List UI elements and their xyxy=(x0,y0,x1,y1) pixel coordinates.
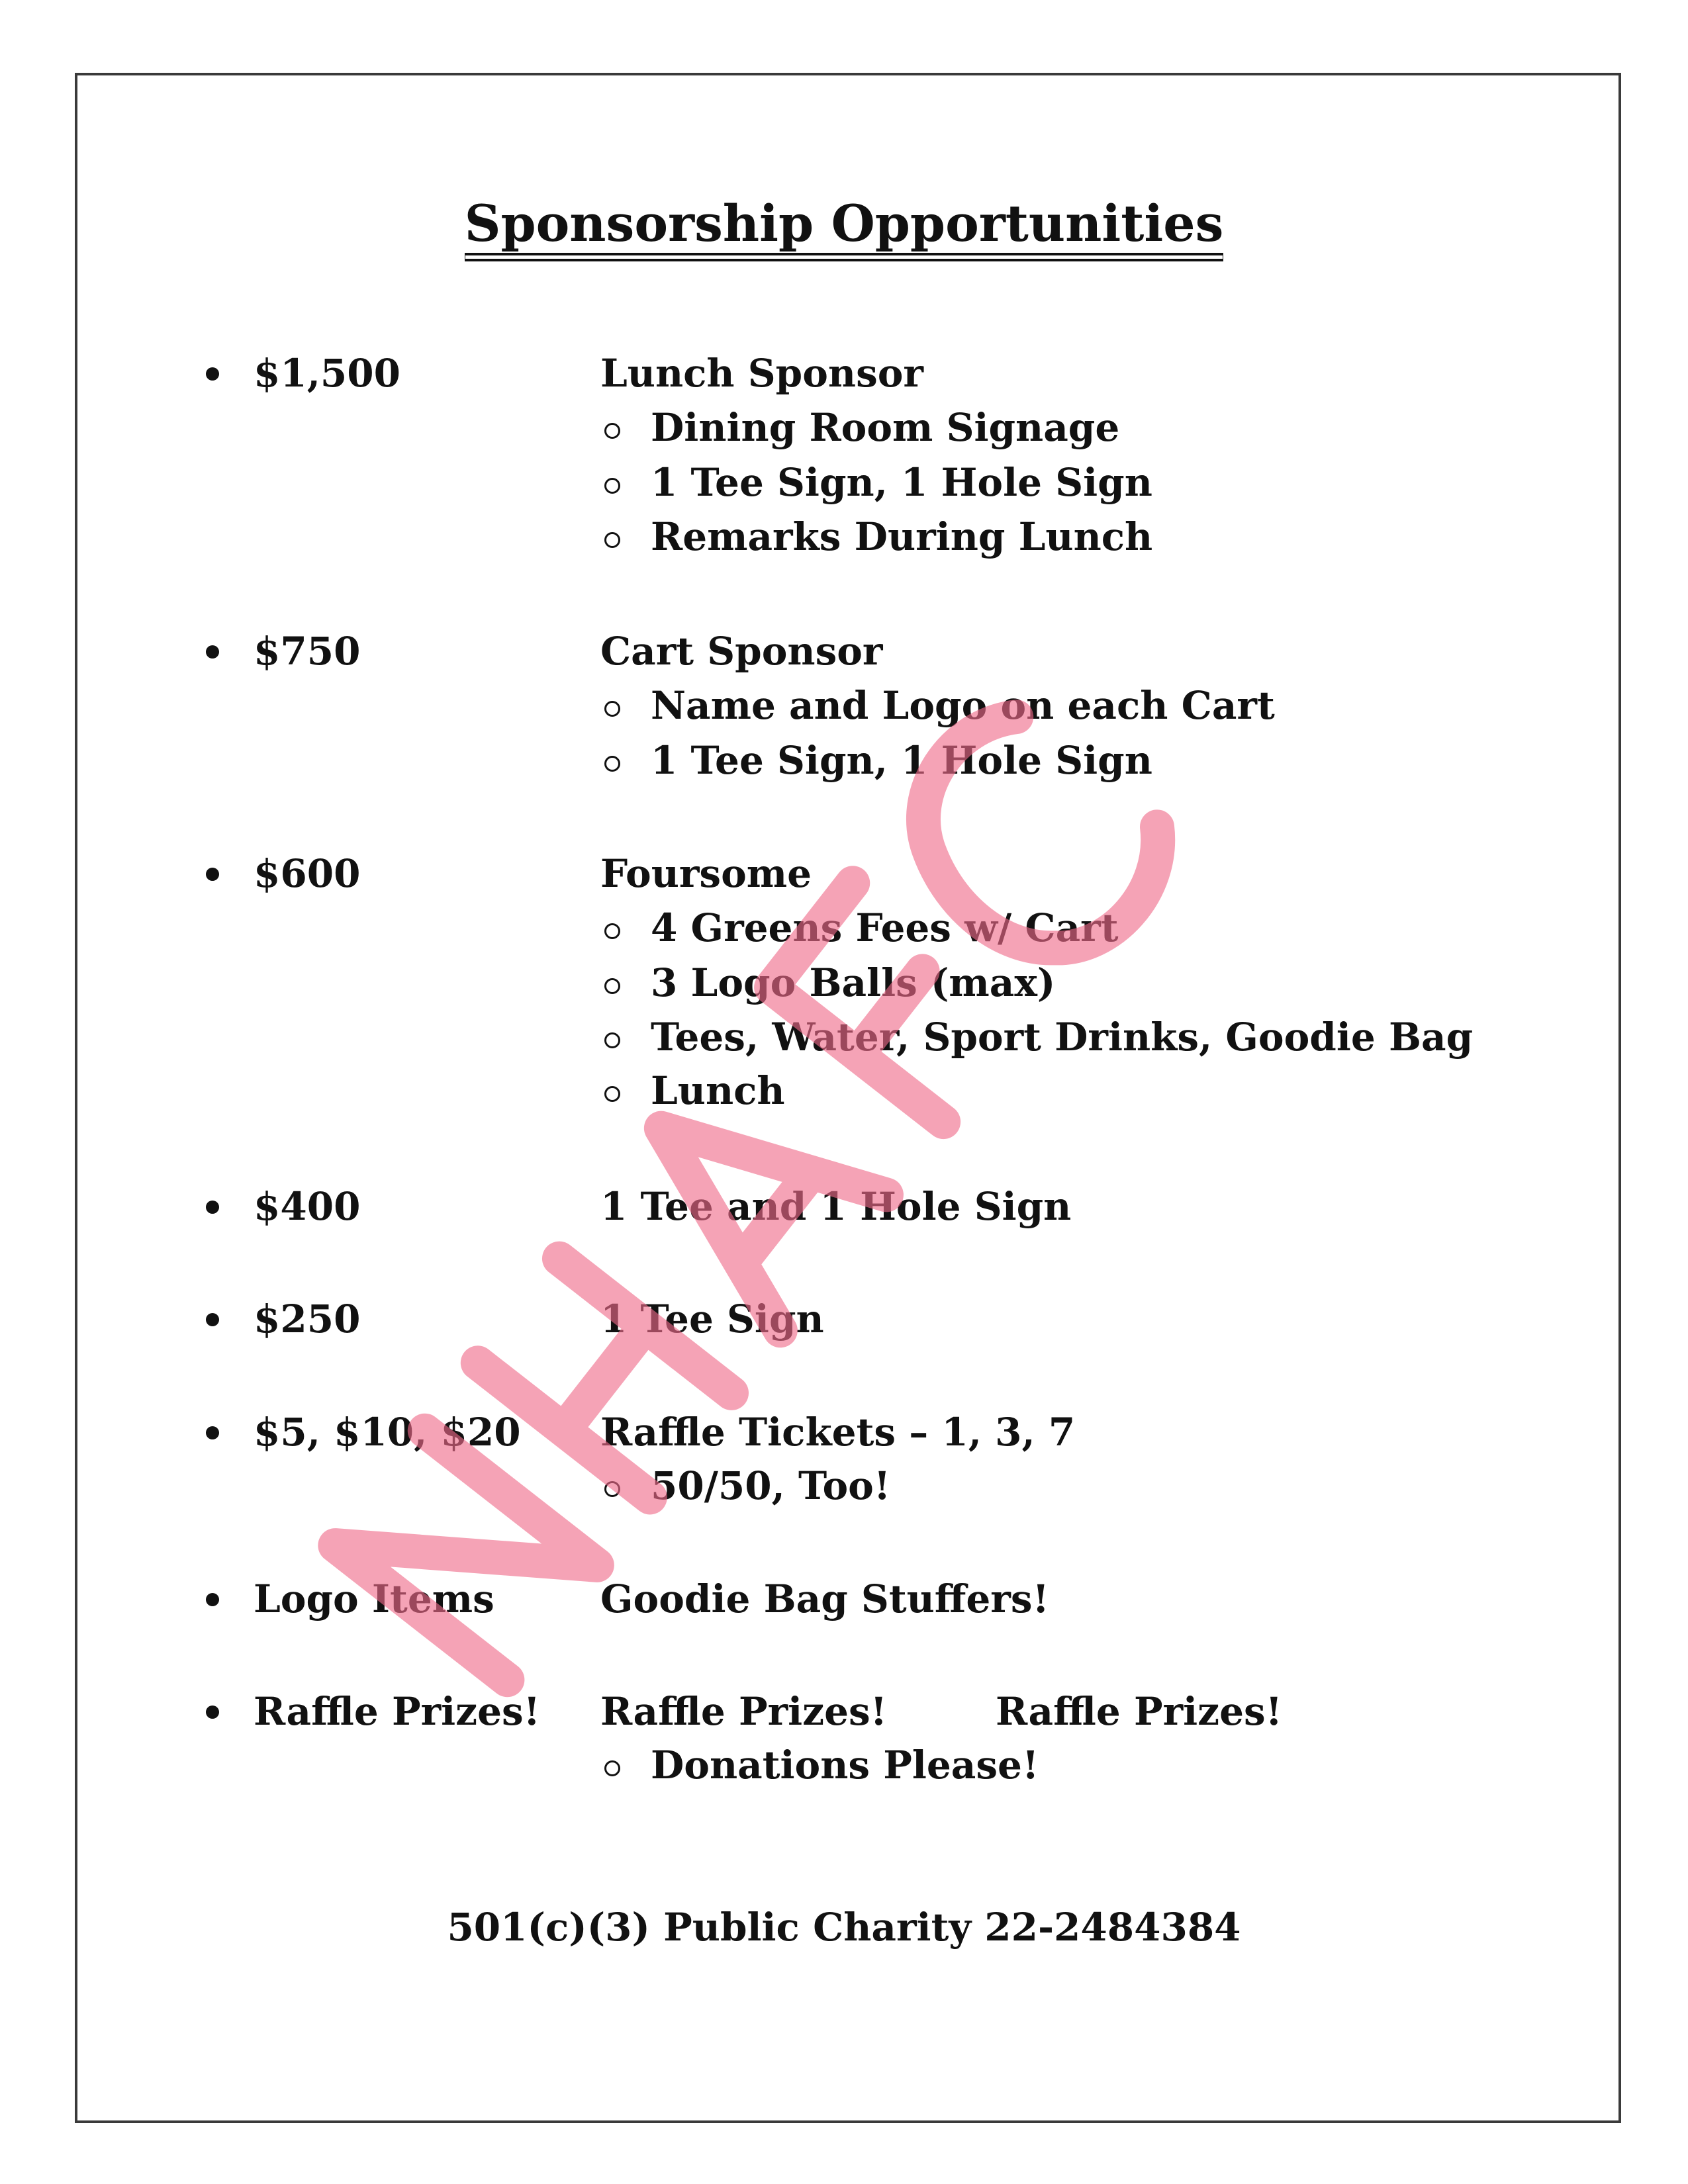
circle-bullet-icon xyxy=(604,1760,620,1776)
item-price: $250 xyxy=(254,1297,361,1342)
circle-bullet-icon xyxy=(604,1032,620,1048)
sub-item-text: 1 Tee Sign, 1 Hole Sign xyxy=(651,460,1152,505)
item-label: Raffle Prizes! xyxy=(600,1689,888,1734)
item-label: Raffle Tickets – 1, 3, 7 xyxy=(600,1410,1076,1455)
circle-bullet-icon xyxy=(604,923,620,939)
item-label: 1 Tee Sign xyxy=(600,1297,824,1342)
sub-item-text: Dining Room Signage xyxy=(651,405,1120,450)
circle-bullet-icon xyxy=(604,1481,620,1497)
sub-item-text: Lunch xyxy=(651,1068,785,1113)
circle-bullet-icon xyxy=(604,756,620,772)
bullet-icon xyxy=(206,1706,219,1719)
circle-bullet-icon xyxy=(604,978,620,994)
sub-item xyxy=(0,1068,1688,1118)
sub-item xyxy=(0,1015,1688,1064)
bullet-icon xyxy=(206,868,219,881)
item-label: Goodie Bag Stuffers! xyxy=(600,1576,1049,1621)
sub-item-text: 50/50, Too! xyxy=(651,1463,891,1508)
item-price: $600 xyxy=(254,851,361,896)
sub-item-text: Remarks During Lunch xyxy=(651,514,1153,559)
sub-item xyxy=(0,405,1688,455)
item-price: $750 xyxy=(254,629,361,674)
page-title-text: Sponsorship Opportunities xyxy=(465,199,1224,255)
item-price: $5, $10, $20 xyxy=(254,1410,521,1455)
circle-bullet-icon xyxy=(604,478,620,494)
circle-bullet-icon xyxy=(604,423,620,439)
page-title xyxy=(0,194,1688,255)
sub-item xyxy=(0,960,1688,1010)
sub-item xyxy=(0,683,1688,733)
item-label-secondary: Raffle Prizes! xyxy=(996,1689,1283,1734)
sub-item-text: 1 Tee Sign, 1 Hole Sign xyxy=(651,738,1152,783)
item-label: 1 Tee and 1 Hole Sign xyxy=(600,1184,1072,1229)
charity-footer: 501(c)(3) Public Charity 22-2484384 xyxy=(447,1905,1241,1950)
bullet-icon xyxy=(206,1201,219,1214)
bullet-icon xyxy=(206,1593,219,1606)
bullet-icon xyxy=(206,645,219,659)
item-price: Raffle Prizes! xyxy=(254,1689,541,1734)
item-label: Lunch Sponsor xyxy=(600,351,923,396)
item-label: Foursome xyxy=(600,851,812,896)
item-label: Cart Sponsor xyxy=(600,629,883,674)
circle-bullet-icon xyxy=(604,701,620,717)
sub-item xyxy=(0,738,1688,788)
bullet-icon xyxy=(206,1313,219,1326)
sub-item xyxy=(0,1463,1688,1513)
sub-item xyxy=(0,1743,1688,1792)
sub-item-text: Tees, Water, Sport Drinks, Goodie Bag xyxy=(651,1015,1474,1060)
sub-item-text: Name and Logo on each Cart xyxy=(651,683,1275,728)
sub-item xyxy=(0,514,1688,564)
sub-item-text: 3 Logo Balls (max) xyxy=(651,960,1056,1005)
item-price: Logo Items xyxy=(254,1576,494,1621)
bullet-icon xyxy=(206,367,219,381)
item-price: $1,500 xyxy=(254,351,400,396)
sub-item-text: 4 Greens Fees w/ Cart xyxy=(651,905,1119,950)
sub-item xyxy=(0,460,1688,510)
sub-item-text: Donations Please! xyxy=(651,1743,1039,1788)
circle-bullet-icon xyxy=(604,532,620,548)
bullet-icon xyxy=(206,1426,219,1439)
sub-item xyxy=(0,905,1688,955)
item-price: $400 xyxy=(254,1184,361,1229)
circle-bullet-icon xyxy=(604,1086,620,1102)
